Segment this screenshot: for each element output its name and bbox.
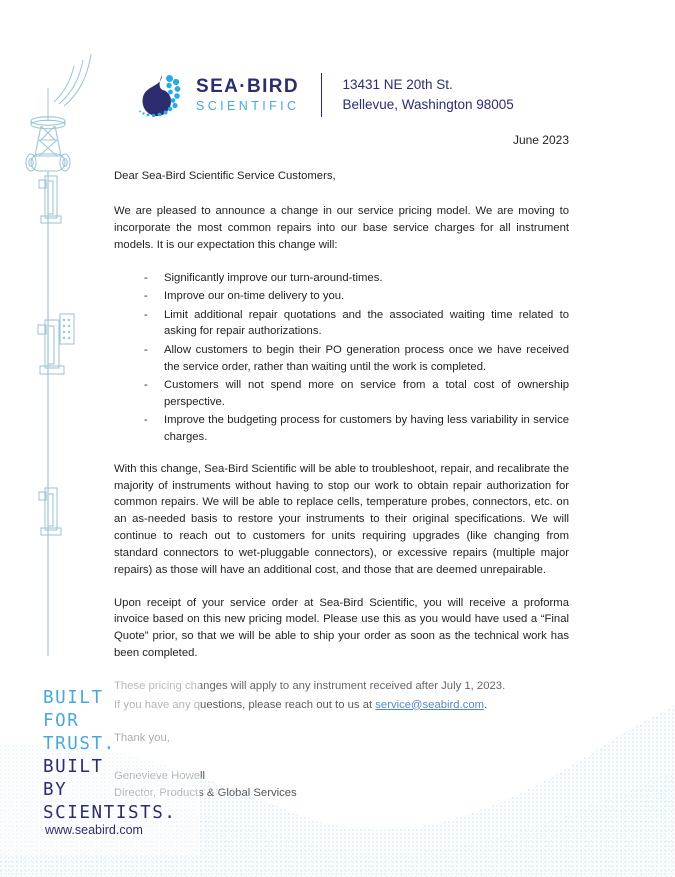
letterhead xyxy=(132,66,514,124)
paragraph-3: Upon receipt of your service order at Sea-Bird Scientific, you will receive a proforma invoice based on this new pricing model. Please use this as you would have used a “Final Quote” prior, so that we will be able to ship your order as soon as the technical work has been completed. xyxy=(114,596,569,660)
list-item-text: Allow customers to begin their PO generation process once we have received the service order, rather than waiting until the work is completed. xyxy=(164,343,569,373)
bullet-marker: - xyxy=(144,290,148,303)
tagline-word: TRUST. xyxy=(43,734,116,754)
benefits-list xyxy=(114,270,569,446)
mooring-buoy-svg xyxy=(22,28,102,668)
wordmark-primary: SEA·BIRD xyxy=(196,76,300,98)
bullet-marker: - xyxy=(144,271,148,284)
tagline-word: BUILT xyxy=(43,757,104,777)
page-footer xyxy=(0,665,675,877)
company-address xyxy=(342,75,513,114)
list-item xyxy=(114,377,569,411)
list-item-text: Limit additional repair quotations and the associated waiting time related to asking for repair authorizations. xyxy=(164,308,569,338)
list-item xyxy=(114,412,569,446)
bullet-marker: - xyxy=(144,308,148,321)
bullet-marker: - xyxy=(144,378,148,391)
address-line-2: Bellevue, Washington 98005 xyxy=(342,97,514,112)
tagline-word: FOR xyxy=(43,711,80,731)
instrument-node-2 xyxy=(38,314,74,374)
list-item xyxy=(114,270,569,287)
paragraph-2: With this change, Sea-Bird Scientific will be able to troubleshoot, repair, and recalibrate the majority of instruments without having to stop our work to obtain repair authorization for common repairs. We will be able to replace cells, temperature probes, connectors, etc. on an as-needed basis to restore your instruments to their original specifications. We will continue to reach out to customers for units requiring upgrades (like changing from standard connectors to wet-pluggable connectors), or excessive repairs (multiple major repairs) as those will have an additional cost, and those that are deemed unrepairable. xyxy=(114,462,569,576)
list-item-text: Customers will not spend more on service from a total cost of ownership perspective. xyxy=(164,378,569,408)
list-item-text: Improve the budgeting process for customers by having less variability in service charges. xyxy=(164,414,569,443)
letter-date: June 2023 xyxy=(512,133,569,147)
radio-waves-icon xyxy=(54,54,91,106)
instrument-node-3 xyxy=(39,488,61,535)
seabird-logo-icon xyxy=(132,69,184,121)
tagline-word: SCIENTISTS. xyxy=(43,803,177,823)
letter-salutation: Dear Sea-Bird Scientific Service Customers, xyxy=(114,169,336,182)
tagline-word: BY xyxy=(43,780,68,800)
mooring-buoy-illustration xyxy=(22,28,102,668)
paragraph-1: We are pleased to announce a change in our service pricing model. We are moving to incorporate the most common repairs into our base service charges for all instrument models. It is our expectation this change will: xyxy=(114,205,569,252)
bullet-marker: - xyxy=(144,343,148,356)
seabird-wordmark xyxy=(196,77,299,113)
tagline-word: BUILT xyxy=(43,688,104,708)
footer-tagline xyxy=(43,690,177,828)
wordmark-secondary: SCIENTIFIC xyxy=(196,99,300,114)
footer-website-url[interactable]: www.seabird.com xyxy=(45,823,143,837)
bullet-marker: - xyxy=(144,414,148,427)
list-item xyxy=(114,307,569,341)
list-item-text: Significantly improve our turn-around-times. xyxy=(164,271,383,284)
address-line-1: 13431 NE 20th St. xyxy=(342,77,453,93)
list-item xyxy=(114,288,569,305)
list-item xyxy=(114,342,569,376)
header-divider xyxy=(321,73,322,117)
list-item-text: Improve our on-time delivery to you. xyxy=(164,290,345,303)
instrument-node-1 xyxy=(39,176,61,223)
